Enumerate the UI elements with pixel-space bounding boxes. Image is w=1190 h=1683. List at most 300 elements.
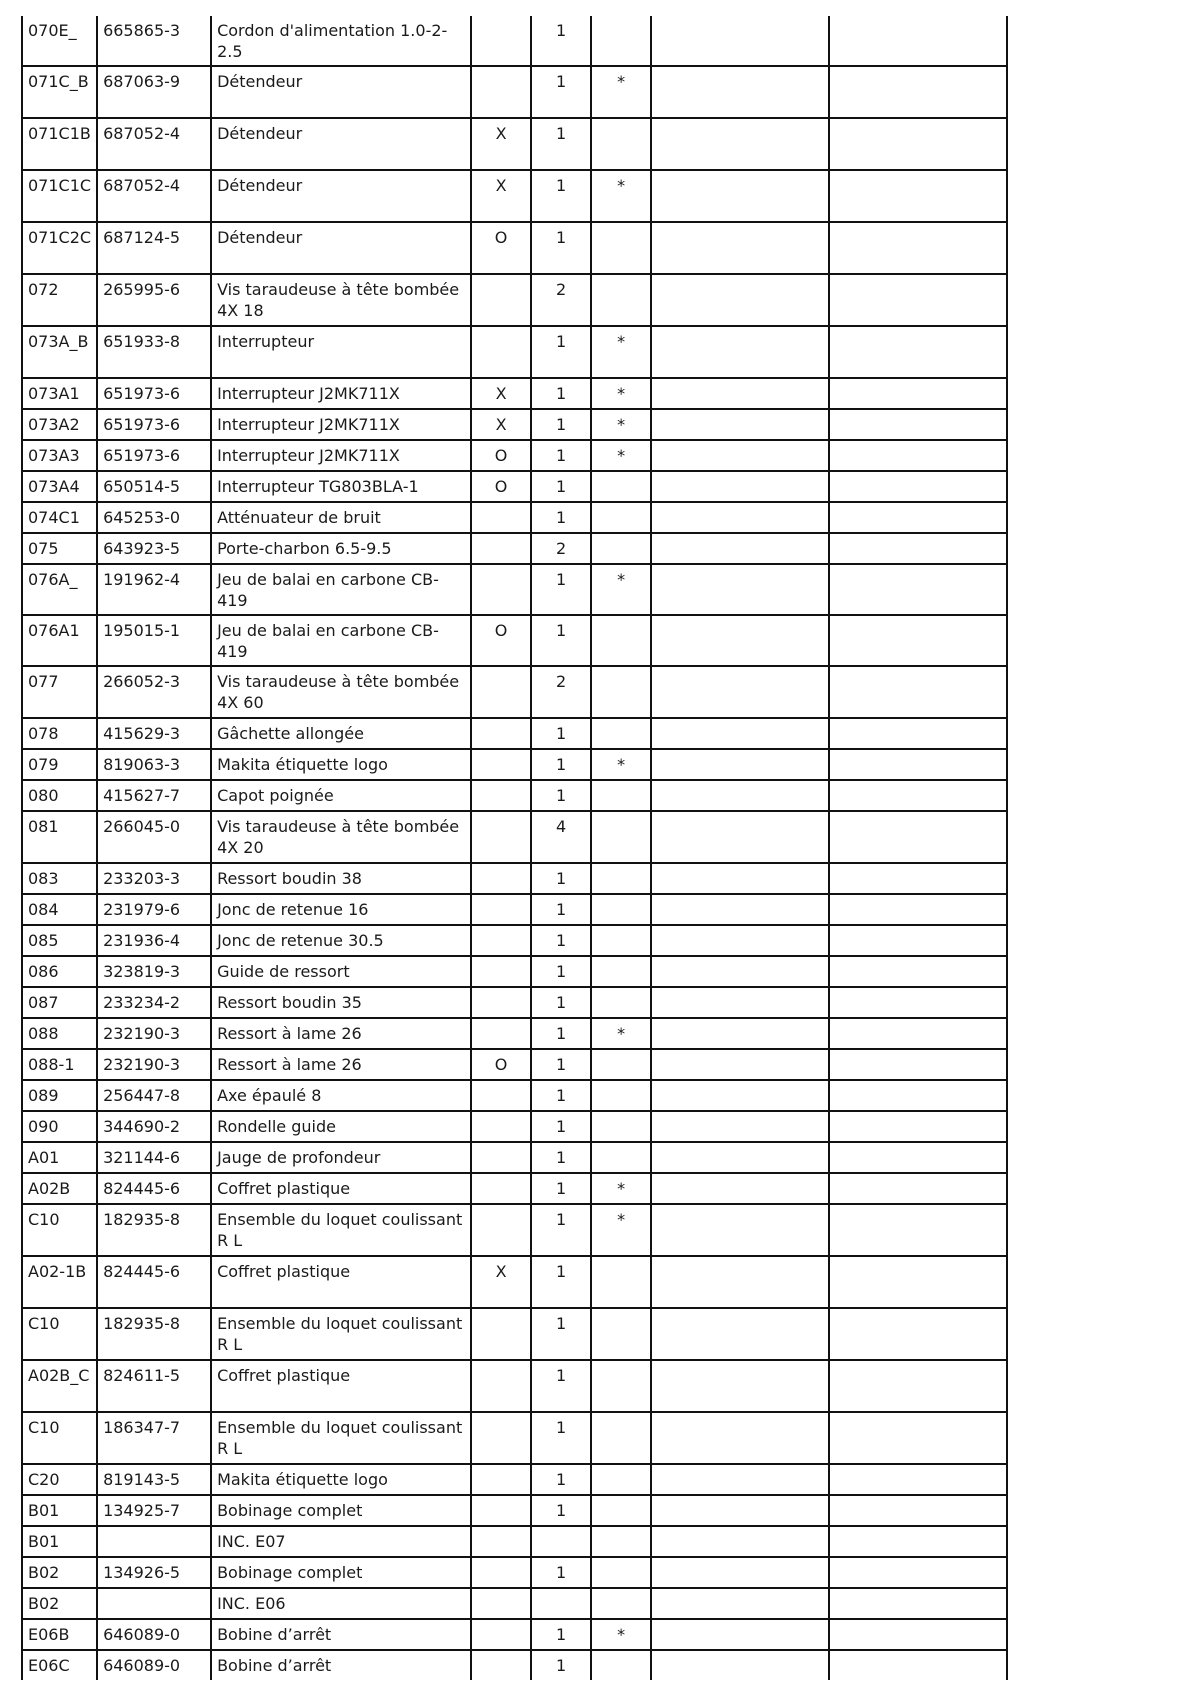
part-number-cell: 643923-5 xyxy=(97,533,211,564)
empty-cell xyxy=(651,1173,829,1204)
mark-cell: X xyxy=(471,118,531,170)
table-row xyxy=(22,409,1007,440)
quantity-cell: 1 xyxy=(531,718,591,749)
empty-cell xyxy=(651,1412,829,1464)
quantity-cell: 2 xyxy=(531,533,591,564)
table-row xyxy=(22,1619,1007,1650)
part-number-cell: 687052-4 xyxy=(97,170,211,222)
part-number-cell: 651933-8 xyxy=(97,326,211,378)
empty-cell xyxy=(829,1049,1007,1080)
ref-cell: 073A4 xyxy=(22,471,97,502)
note-cell xyxy=(591,533,651,564)
note-cell: * xyxy=(591,409,651,440)
mark-cell xyxy=(471,564,531,615)
empty-cell xyxy=(651,222,829,274)
mark-cell xyxy=(471,1173,531,1204)
note-cell xyxy=(591,471,651,502)
empty-cell xyxy=(651,863,829,894)
empty-cell xyxy=(651,440,829,471)
quantity-cell: 1 xyxy=(531,780,591,811)
note-cell xyxy=(591,118,651,170)
description-cell: Interrupteur J2MK711X xyxy=(211,440,471,471)
ref-cell: 088 xyxy=(22,1018,97,1049)
empty-cell xyxy=(829,987,1007,1018)
note-cell xyxy=(591,894,651,925)
note-cell xyxy=(591,16,651,66)
quantity-cell: 1 xyxy=(531,1360,591,1412)
part-number-cell: 266045-0 xyxy=(97,811,211,863)
part-number-cell: 323819-3 xyxy=(97,956,211,987)
ref-cell: C10 xyxy=(22,1412,97,1464)
empty-cell xyxy=(829,1173,1007,1204)
empty-cell xyxy=(651,1464,829,1495)
table-row xyxy=(22,749,1007,780)
table-row xyxy=(22,1308,1007,1360)
empty-cell xyxy=(829,615,1007,666)
note-cell xyxy=(591,956,651,987)
ref-cell: 071C2C xyxy=(22,222,97,274)
description-cell: Détendeur xyxy=(211,222,471,274)
table-row xyxy=(22,956,1007,987)
note-cell xyxy=(591,1557,651,1588)
empty-cell xyxy=(829,925,1007,956)
empty-cell xyxy=(829,440,1007,471)
quantity-cell xyxy=(531,1588,591,1619)
empty-cell xyxy=(829,16,1007,66)
empty-cell xyxy=(829,749,1007,780)
empty-cell xyxy=(651,1526,829,1557)
description-cell: Détendeur xyxy=(211,118,471,170)
quantity-cell: 1 xyxy=(531,170,591,222)
note-cell: * xyxy=(591,1018,651,1049)
ref-cell: 076A_ xyxy=(22,564,97,615)
part-number-cell: 687052-4 xyxy=(97,118,211,170)
empty-cell xyxy=(651,666,829,718)
quantity-cell: 2 xyxy=(531,274,591,326)
note-cell xyxy=(591,1142,651,1173)
table-row xyxy=(22,564,1007,615)
quantity-cell: 1 xyxy=(531,615,591,666)
quantity-cell: 1 xyxy=(531,378,591,409)
description-cell: Guide de ressort xyxy=(211,956,471,987)
mark-cell xyxy=(471,1111,531,1142)
quantity-cell xyxy=(531,1526,591,1557)
quantity-cell: 1 xyxy=(531,1049,591,1080)
description-cell: Gâchette allongée xyxy=(211,718,471,749)
note-cell xyxy=(591,222,651,274)
quantity-cell: 1 xyxy=(531,1650,591,1680)
part-number-cell: 256447-8 xyxy=(97,1080,211,1111)
table-row xyxy=(22,615,1007,666)
description-cell: Ressort à lame 26 xyxy=(211,1018,471,1049)
note-cell xyxy=(591,780,651,811)
empty-cell xyxy=(829,811,1007,863)
description-cell: Interrupteur TG803BLA-1 xyxy=(211,471,471,502)
empty-cell xyxy=(651,1650,829,1680)
ref-cell: 089 xyxy=(22,1080,97,1111)
empty-cell xyxy=(651,274,829,326)
table-row xyxy=(22,1080,1007,1111)
mark-cell xyxy=(471,66,531,118)
empty-cell xyxy=(829,533,1007,564)
empty-cell xyxy=(829,1204,1007,1256)
note-cell: * xyxy=(591,378,651,409)
table-row xyxy=(22,863,1007,894)
empty-cell xyxy=(651,1308,829,1360)
mark-cell xyxy=(471,1360,531,1412)
note-cell xyxy=(591,1464,651,1495)
empty-cell xyxy=(829,1308,1007,1360)
quantity-cell: 1 xyxy=(531,564,591,615)
mark-cell xyxy=(471,1464,531,1495)
empty-cell xyxy=(829,1412,1007,1464)
mark-cell xyxy=(471,666,531,718)
part-number-cell: 415627-7 xyxy=(97,780,211,811)
part-number-cell: 415629-3 xyxy=(97,718,211,749)
description-cell: Bobine d’arrêt xyxy=(211,1619,471,1650)
description-cell: Makita étiquette logo xyxy=(211,749,471,780)
part-number-cell: 134925-7 xyxy=(97,1495,211,1526)
quantity-cell: 1 xyxy=(531,1142,591,1173)
part-number-cell: 231936-4 xyxy=(97,925,211,956)
part-number-cell: 819063-3 xyxy=(97,749,211,780)
table-row xyxy=(22,66,1007,118)
note-cell xyxy=(591,863,651,894)
table-row xyxy=(22,925,1007,956)
description-cell: Jonc de retenue 30.5 xyxy=(211,925,471,956)
mark-cell xyxy=(471,925,531,956)
mark-cell xyxy=(471,16,531,66)
ref-cell: 081 xyxy=(22,811,97,863)
note-cell: * xyxy=(591,66,651,118)
quantity-cell: 1 xyxy=(531,1111,591,1142)
quantity-cell: 1 xyxy=(531,894,591,925)
table-row xyxy=(22,1142,1007,1173)
quantity-cell: 1 xyxy=(531,956,591,987)
table-row xyxy=(22,326,1007,378)
empty-cell xyxy=(651,1588,829,1619)
table-row xyxy=(22,1495,1007,1526)
mark-cell xyxy=(471,533,531,564)
table-row xyxy=(22,1018,1007,1049)
quantity-cell: 1 xyxy=(531,1412,591,1464)
ref-cell: C10 xyxy=(22,1308,97,1360)
ref-cell: 075 xyxy=(22,533,97,564)
empty-cell xyxy=(651,1256,829,1308)
empty-cell xyxy=(829,326,1007,378)
ref-cell: B01 xyxy=(22,1495,97,1526)
description-cell: Vis taraudeuse à tête bombée 4X 20 xyxy=(211,811,471,863)
note-cell xyxy=(591,1308,651,1360)
mark-cell xyxy=(471,956,531,987)
description-cell: Jeu de balai en carbone CB-419 xyxy=(211,615,471,666)
note-cell: * xyxy=(591,564,651,615)
description-cell: Détendeur xyxy=(211,170,471,222)
mark-cell xyxy=(471,326,531,378)
note-cell xyxy=(591,1049,651,1080)
part-number-cell: 824611-5 xyxy=(97,1360,211,1412)
empty-cell xyxy=(651,1018,829,1049)
part-number-cell: 824445-6 xyxy=(97,1256,211,1308)
description-cell: Interrupteur xyxy=(211,326,471,378)
ref-cell: 090 xyxy=(22,1111,97,1142)
description-cell: Capot poignée xyxy=(211,780,471,811)
table-row xyxy=(22,1360,1007,1412)
empty-cell xyxy=(829,863,1007,894)
empty-cell xyxy=(829,956,1007,987)
empty-cell xyxy=(651,1619,829,1650)
table-row xyxy=(22,1173,1007,1204)
mark-cell: X xyxy=(471,170,531,222)
part-number-cell: 824445-6 xyxy=(97,1173,211,1204)
table-row xyxy=(22,811,1007,863)
table-row xyxy=(22,1111,1007,1142)
ref-cell: 073A_B xyxy=(22,326,97,378)
ref-cell: A02-1B xyxy=(22,1256,97,1308)
part-number-cell: 651973-6 xyxy=(97,378,211,409)
mark-cell: X xyxy=(471,409,531,440)
empty-cell xyxy=(829,894,1007,925)
part-number-cell: 344690-2 xyxy=(97,1111,211,1142)
empty-cell xyxy=(829,564,1007,615)
part-number-cell xyxy=(97,1588,211,1619)
part-number-cell: 182935-8 xyxy=(97,1308,211,1360)
note-cell xyxy=(591,1588,651,1619)
empty-cell xyxy=(829,1650,1007,1680)
part-number-cell: 651973-6 xyxy=(97,440,211,471)
empty-cell xyxy=(651,1204,829,1256)
quantity-cell: 1 xyxy=(531,440,591,471)
empty-cell xyxy=(829,471,1007,502)
note-cell xyxy=(591,1650,651,1680)
part-number-cell: 665865-3 xyxy=(97,16,211,66)
empty-cell xyxy=(829,502,1007,533)
ref-cell: B01 xyxy=(22,1526,97,1557)
empty-cell xyxy=(651,533,829,564)
mark-cell xyxy=(471,1142,531,1173)
ref-cell: 076A1 xyxy=(22,615,97,666)
mark-cell xyxy=(471,718,531,749)
quantity-cell: 1 xyxy=(531,1173,591,1204)
empty-cell xyxy=(651,956,829,987)
description-cell: Coffret plastique xyxy=(211,1256,471,1308)
quantity-cell: 1 xyxy=(531,1018,591,1049)
empty-cell xyxy=(651,66,829,118)
table-row xyxy=(22,222,1007,274)
empty-cell xyxy=(829,1111,1007,1142)
ref-cell: B02 xyxy=(22,1588,97,1619)
description-cell: Jeu de balai en carbone CB-419 xyxy=(211,564,471,615)
empty-cell xyxy=(651,925,829,956)
empty-cell xyxy=(651,170,829,222)
description-cell: Vis taraudeuse à tête bombée 4X 60 xyxy=(211,666,471,718)
note-cell xyxy=(591,1256,651,1308)
note-cell xyxy=(591,925,651,956)
empty-cell xyxy=(829,1557,1007,1588)
empty-cell xyxy=(651,718,829,749)
empty-cell xyxy=(651,1080,829,1111)
note-cell xyxy=(591,615,651,666)
note-cell: * xyxy=(591,170,651,222)
description-cell: Ressort boudin 35 xyxy=(211,987,471,1018)
empty-cell xyxy=(651,1111,829,1142)
table-row xyxy=(22,1256,1007,1308)
ref-cell: 087 xyxy=(22,987,97,1018)
description-cell: Bobinage complet xyxy=(211,1495,471,1526)
part-number-cell: 233203-3 xyxy=(97,863,211,894)
part-number-cell: 651973-6 xyxy=(97,409,211,440)
ref-cell: 071C1C xyxy=(22,170,97,222)
mark-cell: X xyxy=(471,378,531,409)
description-cell: Porte-charbon 6.5-9.5 xyxy=(211,533,471,564)
ref-cell: 080 xyxy=(22,780,97,811)
mark-cell xyxy=(471,894,531,925)
table-row xyxy=(22,718,1007,749)
quantity-cell: 1 xyxy=(531,1619,591,1650)
part-number-cell: 232190-3 xyxy=(97,1049,211,1080)
empty-cell xyxy=(651,894,829,925)
note-cell: * xyxy=(591,1204,651,1256)
description-cell: Ensemble du loquet coulissant R L xyxy=(211,1308,471,1360)
ref-cell: A01 xyxy=(22,1142,97,1173)
quantity-cell: 1 xyxy=(531,1495,591,1526)
part-number-cell: 819143-5 xyxy=(97,1464,211,1495)
empty-cell xyxy=(651,749,829,780)
ref-cell: 071C1B xyxy=(22,118,97,170)
note-cell xyxy=(591,1360,651,1412)
part-number-cell: 321144-6 xyxy=(97,1142,211,1173)
parts-table xyxy=(21,16,1008,1680)
table-row xyxy=(22,1412,1007,1464)
quantity-cell: 1 xyxy=(531,66,591,118)
part-number-cell: 232190-3 xyxy=(97,1018,211,1049)
ref-cell: 073A3 xyxy=(22,440,97,471)
table-row xyxy=(22,1557,1007,1588)
quantity-cell: 1 xyxy=(531,863,591,894)
table-row xyxy=(22,894,1007,925)
empty-cell xyxy=(651,811,829,863)
quantity-cell: 1 xyxy=(531,1464,591,1495)
quantity-cell: 1 xyxy=(531,471,591,502)
empty-cell xyxy=(651,409,829,440)
note-cell xyxy=(591,1111,651,1142)
note-cell xyxy=(591,1526,651,1557)
mark-cell xyxy=(471,1650,531,1680)
part-number-cell: 134926-5 xyxy=(97,1557,211,1588)
note-cell xyxy=(591,1412,651,1464)
description-cell: Axe épaulé 8 xyxy=(211,1080,471,1111)
table-row xyxy=(22,780,1007,811)
part-number-cell: 182935-8 xyxy=(97,1204,211,1256)
description-cell: Jonc de retenue 16 xyxy=(211,894,471,925)
ref-cell: 077 xyxy=(22,666,97,718)
ref-cell: E06C xyxy=(22,1650,97,1680)
description-cell: Atténuateur de bruit xyxy=(211,502,471,533)
empty-cell xyxy=(829,666,1007,718)
empty-cell xyxy=(829,1360,1007,1412)
mark-cell xyxy=(471,780,531,811)
quantity-cell: 1 xyxy=(531,222,591,274)
note-cell xyxy=(591,1495,651,1526)
mark-cell xyxy=(471,863,531,894)
empty-cell xyxy=(829,1142,1007,1173)
mark-cell xyxy=(471,1308,531,1360)
description-cell: Makita étiquette logo xyxy=(211,1464,471,1495)
ref-cell: 078 xyxy=(22,718,97,749)
table-row xyxy=(22,666,1007,718)
ref-cell: 084 xyxy=(22,894,97,925)
description-cell: INC. E06 xyxy=(211,1588,471,1619)
table-row xyxy=(22,440,1007,471)
quantity-cell: 1 xyxy=(531,1080,591,1111)
table-row xyxy=(22,1049,1007,1080)
empty-cell xyxy=(829,1018,1007,1049)
quantity-cell: 1 xyxy=(531,925,591,956)
part-number-cell: 687124-5 xyxy=(97,222,211,274)
table-row xyxy=(22,1204,1007,1256)
table-row xyxy=(22,502,1007,533)
empty-cell xyxy=(651,1495,829,1526)
empty-cell xyxy=(651,1360,829,1412)
empty-cell xyxy=(651,1142,829,1173)
ref-cell: 079 xyxy=(22,749,97,780)
description-cell: INC. E07 xyxy=(211,1526,471,1557)
empty-cell xyxy=(829,170,1007,222)
note-cell: * xyxy=(591,749,651,780)
part-number-cell: 231979-6 xyxy=(97,894,211,925)
part-number-cell: 233234-2 xyxy=(97,987,211,1018)
ref-cell: A02B_C xyxy=(22,1360,97,1412)
table-row xyxy=(22,533,1007,564)
table-row xyxy=(22,118,1007,170)
empty-cell xyxy=(829,378,1007,409)
quantity-cell: 1 xyxy=(531,409,591,440)
mark-cell xyxy=(471,274,531,326)
table-row xyxy=(22,1650,1007,1680)
empty-cell xyxy=(651,471,829,502)
mark-cell: X xyxy=(471,1256,531,1308)
part-number-cell: 191962-4 xyxy=(97,564,211,615)
quantity-cell: 1 xyxy=(531,502,591,533)
empty-cell xyxy=(829,1588,1007,1619)
mark-cell xyxy=(471,1495,531,1526)
empty-cell xyxy=(829,1256,1007,1308)
table-row xyxy=(22,471,1007,502)
empty-cell xyxy=(829,1464,1007,1495)
description-cell: Ressort à lame 26 xyxy=(211,1049,471,1080)
empty-cell xyxy=(829,718,1007,749)
mark-cell xyxy=(471,1619,531,1650)
mark-cell xyxy=(471,1204,531,1256)
description-cell: Ensemble du loquet coulissant R L xyxy=(211,1412,471,1464)
ref-cell: 073A2 xyxy=(22,409,97,440)
empty-cell xyxy=(651,16,829,66)
empty-cell xyxy=(651,502,829,533)
quantity-cell: 2 xyxy=(531,666,591,718)
table-row xyxy=(22,170,1007,222)
empty-cell xyxy=(829,780,1007,811)
ref-cell: 071C_B xyxy=(22,66,97,118)
mark-cell xyxy=(471,1526,531,1557)
description-cell: Interrupteur J2MK711X xyxy=(211,378,471,409)
quantity-cell: 1 xyxy=(531,749,591,780)
ref-cell: 074C1 xyxy=(22,502,97,533)
table-row xyxy=(22,1588,1007,1619)
note-cell: * xyxy=(591,1173,651,1204)
empty-cell xyxy=(829,1080,1007,1111)
note-cell xyxy=(591,502,651,533)
quantity-cell: 1 xyxy=(531,987,591,1018)
